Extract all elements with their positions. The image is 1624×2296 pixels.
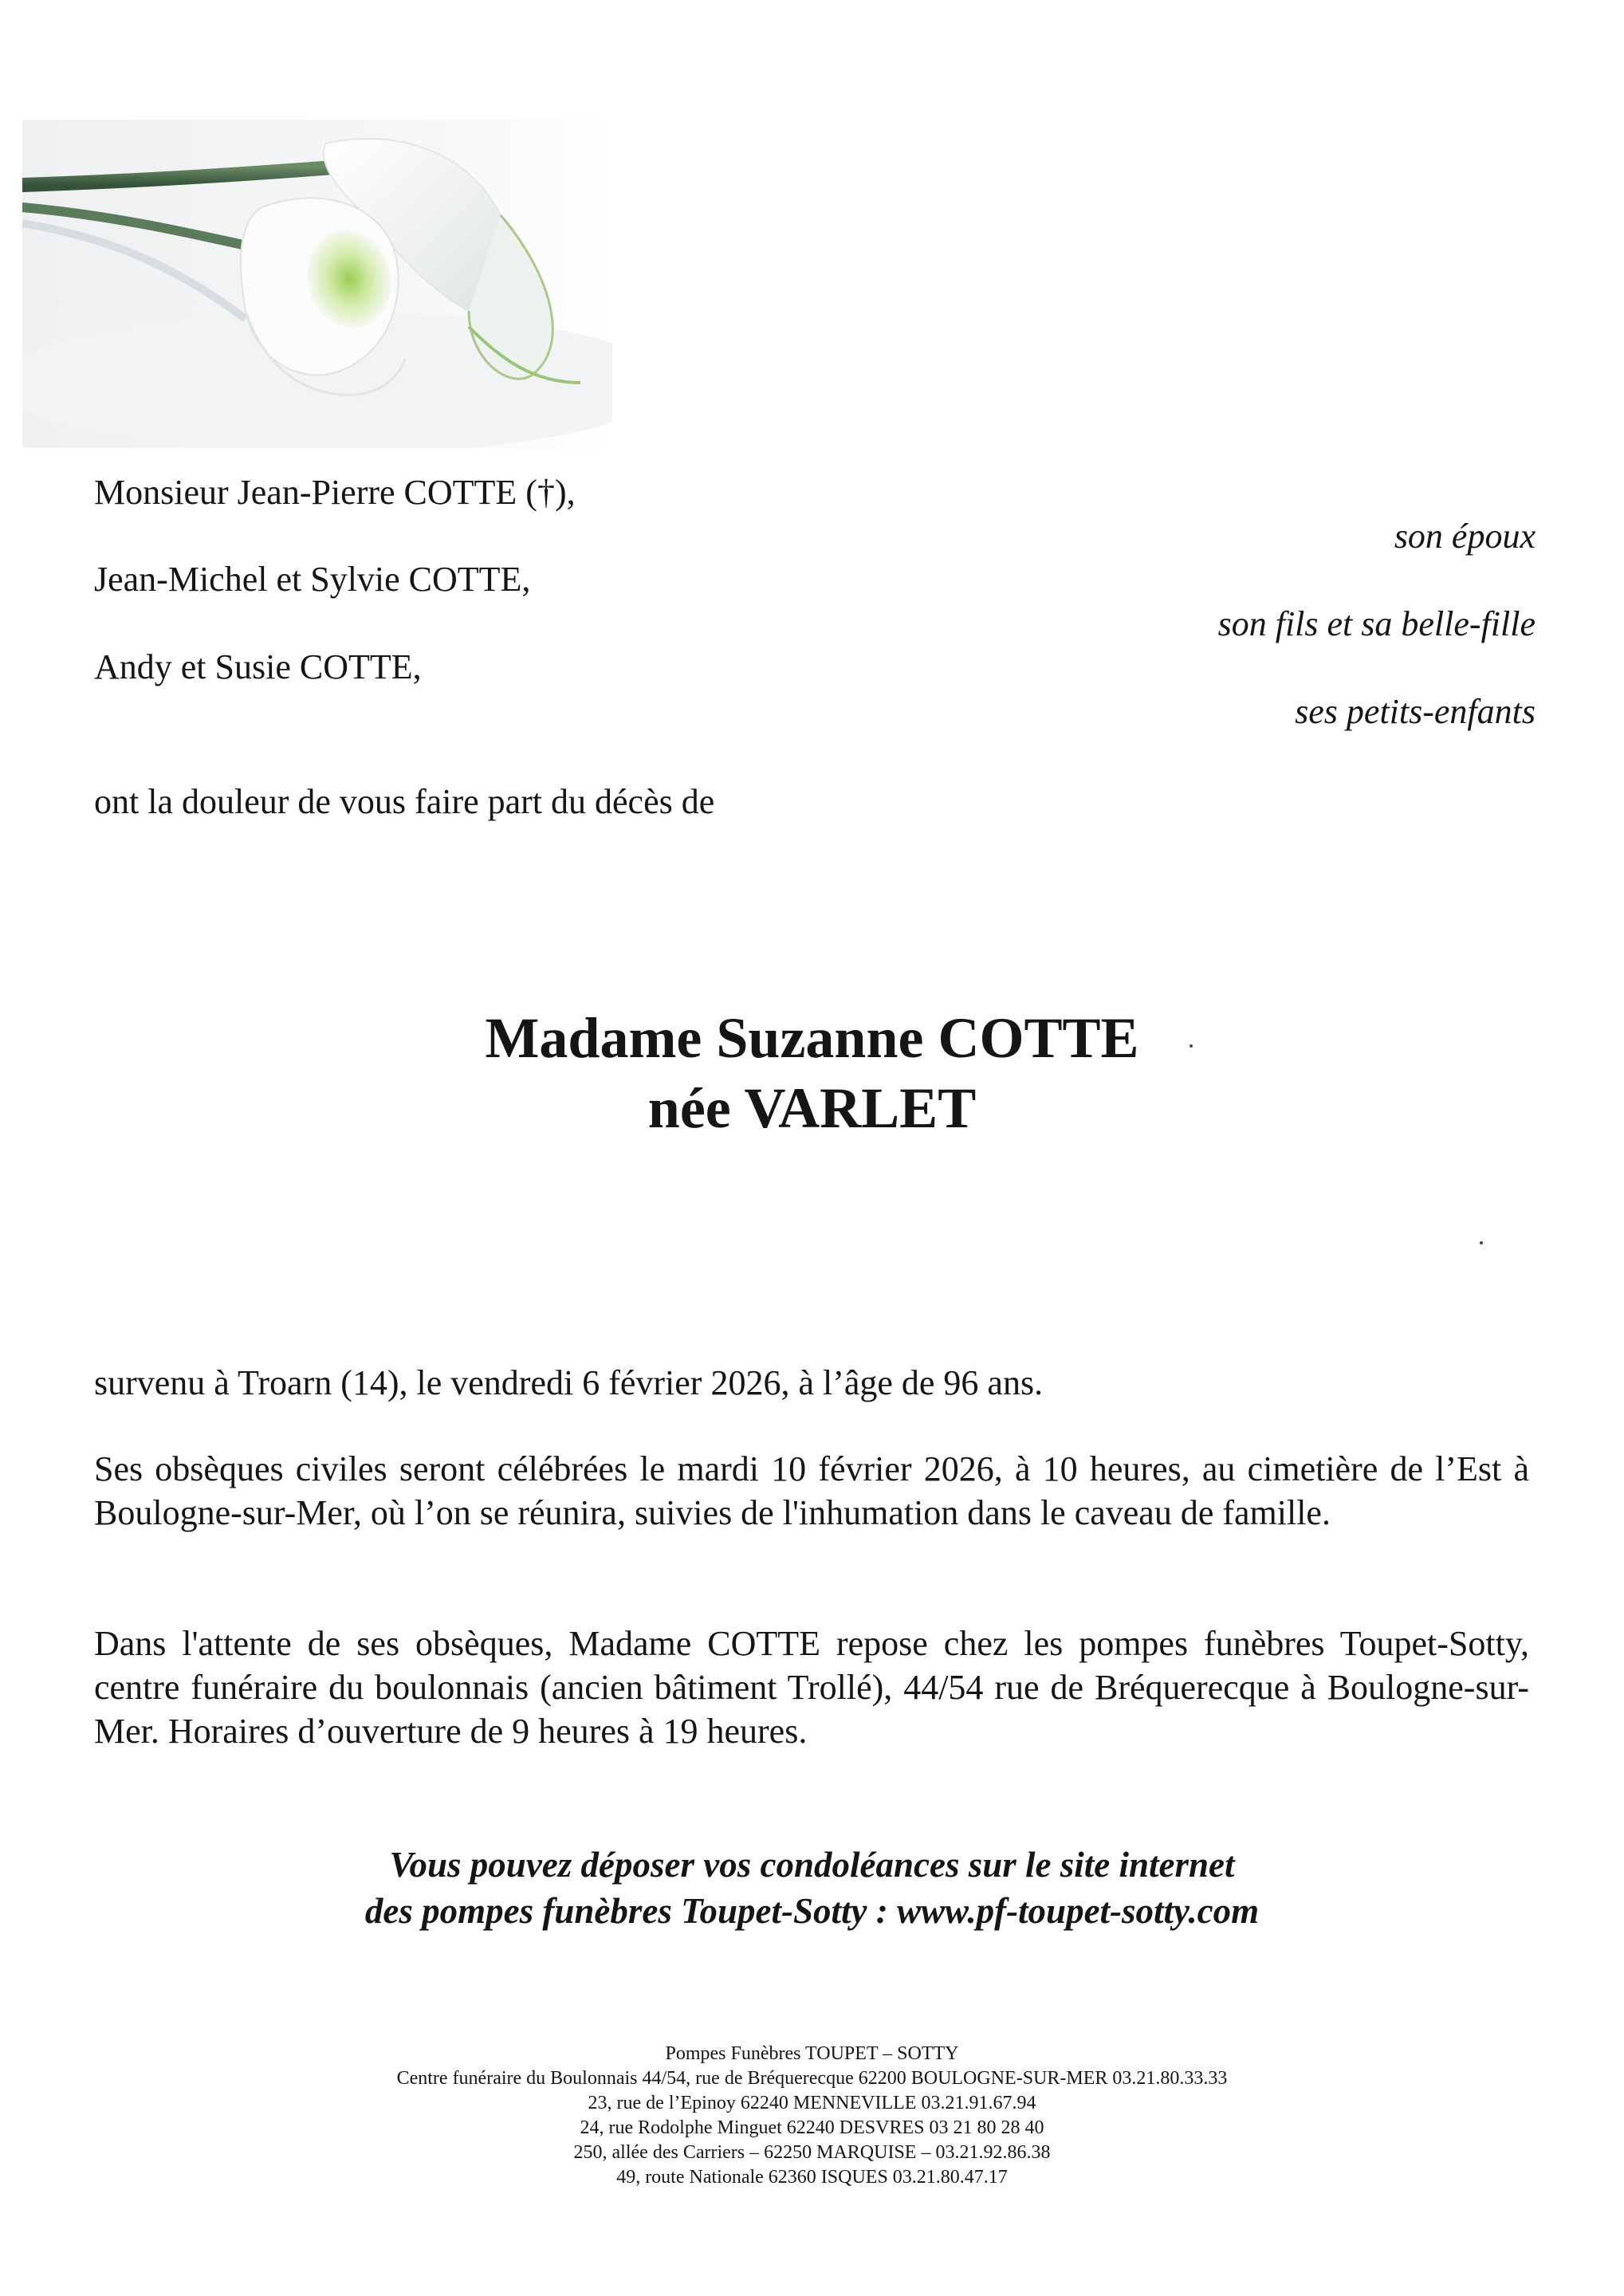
death-details-paragraph: survenu à Troarn (14), le vendredi 6 février 2026, à l’âge de 96 ans. (94, 1363, 1044, 1402)
calla-lily-illustration (22, 120, 612, 448)
footer-address-isques: 49, route Nationale 62360 ISQUES 03.21.80.47.17 (616, 2167, 1008, 2188)
funeral-details-paragraph: Ses obsèques civiles seront célébrées le mardi 10 février 2026, à 10 heures, au cimetière de l’Est à Boulogne-sur-Mer, où l’on se réunira, suivies de l'inhumation dans le caveau de famille. (94, 1449, 1529, 1532)
footer-address-menneville: 23, rue de l’Epinoy 62240 MENNEVILLE 03.21.91.67.94 (588, 2093, 1036, 2113)
condolences-note (0, 1842, 1624, 1934)
repose-details-paragraph: Dans l'attente de ses obsèques, Madame COTTE repose chez les pompes funèbres Toupet-Sotty, centre funéraire du boulonnais (ancien bâtiment Trollé), 44/54 rue de Bréquerecque à Boulogne-sur-Mer. Horaires d’ouverture de 9 heures à 19 heures. (94, 1624, 1529, 1751)
family-member-grandchildren: Andy et Susie COTTE, (94, 647, 422, 686)
scan-speck (1189, 1044, 1193, 1048)
family-member-spouse: Monsieur Jean-Pierre COTTE (†), (94, 473, 576, 512)
funeral-home-footer (0, 2042, 1624, 2190)
relation-grandchildren: ses petits-enfants (1295, 692, 1536, 731)
relation-son: son fils et sa belle-fille (1217, 604, 1536, 643)
condolences-line-1: Vous pouvez déposer vos condoléances sur le site internet (389, 1845, 1235, 1885)
relation-spouse: son époux (1394, 517, 1536, 556)
family-member-son: Jean-Michel et Sylvie COTTE, (94, 560, 531, 599)
deceased-name-block (0, 1003, 1624, 1143)
scan-speck (1480, 1241, 1483, 1244)
footer-company: Pompes Funèbres TOUPET – SOTTY (665, 2043, 959, 2064)
footer-address-desvres: 24, rue Rodolphe Minguet 62240 DESVRES 03 21 80 28 40 (580, 2117, 1044, 2138)
announcement-intro: ont la douleur de vous faire part du décès de (94, 782, 715, 821)
deceased-name: Madame Suzanne COTTE (485, 1006, 1139, 1070)
condolences-line-2: des pompes funèbres Toupet-Sotty : www.pf-toupet-sotty.com (364, 1891, 1260, 1931)
footer-address-boulogne: Centre funéraire du Boulonnais 44/54, rue de Bréquerecque 62200 BOULOGNE-SUR-MER 03.21.80.33.33 (396, 2068, 1228, 2089)
deceased-maiden-name: née VARLET (647, 1076, 977, 1140)
footer-address-marquise: 250, allée des Carriers – 62250 MARQUISE – 03.21.92.86.38 (573, 2142, 1051, 2163)
